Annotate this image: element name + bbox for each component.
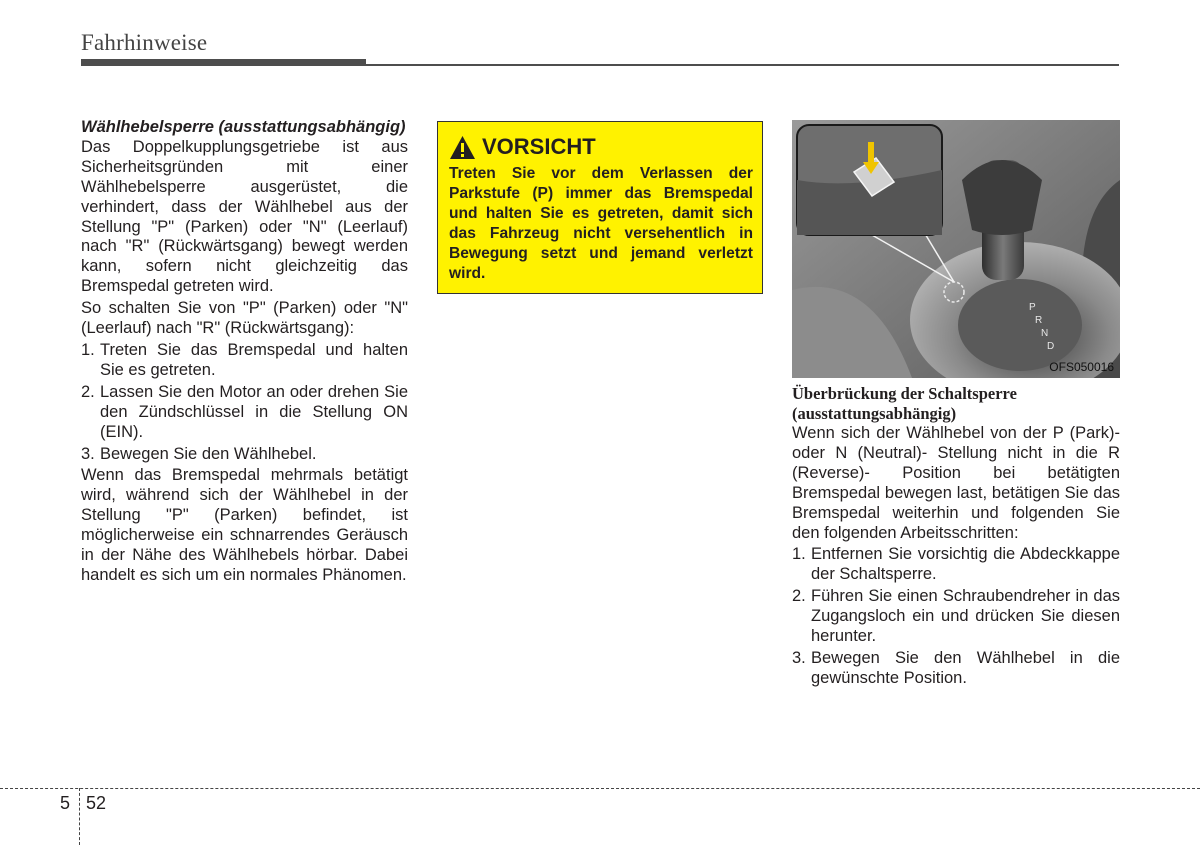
step-text: Bewegen Sie den Wählhebel in die gewünschte Position.	[811, 648, 1120, 687]
shift-instructions-lead: So schalten Sie von "P" (Parken) oder "N" (Leerlauf) nach "R" (Rückwärtsgang):	[81, 299, 408, 338]
shift-steps-list	[81, 341, 408, 464]
step-text: Führen Sie einen Schraubendreher in das Zugangsloch ein und drücken Sie diesen herunter.	[811, 587, 1120, 646]
step-text: Bewegen Sie den Wählhebel.	[100, 444, 317, 463]
gear-letter: P	[1029, 302, 1036, 313]
step-number: 1.	[81, 340, 95, 359]
step-text: Entfernen Sie vorsichtig die Abdeckkappe der Schaltsperre.	[811, 545, 1120, 584]
warning-triangle-icon	[449, 135, 476, 160]
step-number: 2.	[81, 382, 95, 401]
warning-body: Treten Sie vor dem Verlassen der Parkstufe (P) immer das Bremspedal und halten Sie es getreten, damit sich das Fahrzeug nicht versehentlich in Bewegung setzt und jemand verletzt wird.	[449, 165, 753, 282]
list-item	[81, 445, 408, 465]
footer-rule	[0, 788, 1200, 789]
list-item	[81, 383, 408, 443]
chapter-number: 5	[60, 793, 71, 813]
lever-lock-heading: Wählhebelsperre (ausstattungsabhängig)	[81, 118, 406, 136]
list-item	[792, 587, 1120, 647]
step-number: 1.	[792, 545, 806, 564]
left-column	[81, 118, 408, 588]
gear-letter: D	[1047, 341, 1055, 352]
list-item	[81, 341, 408, 381]
header-rule	[366, 64, 1119, 66]
gear-letter: N	[1041, 328, 1049, 339]
step-number: 2.	[792, 587, 806, 606]
step-text: Lassen Sie den Motor an oder drehen Sie den Zündschlüssel in die Stellung ON (EIN).	[100, 382, 408, 441]
override-heading: Überbrückung der Schaltsperre (ausstattungsabhängig)	[792, 384, 1017, 423]
warning-box	[437, 121, 763, 294]
section-title: Fahrhinweise	[81, 30, 208, 55]
list-item	[792, 649, 1120, 689]
page-number: 52	[86, 793, 107, 813]
figure-code: OFS050016	[1049, 360, 1114, 374]
warning-title: VORSICHT	[482, 134, 596, 159]
lever-lock-intro: Das Doppelkupplungsgetriebe ist aus Sicherheitsgründen mit einer Wählhebelsperre ausgerüstet, die verhindert, dass der Wählhebel aus der Stellung "P" (Parken) oder "N" (Leerlauf) nach "R" (Rückwärtsgang) bewegt werden kann, sofern nicht gleichzeitig das Bremspedal getreten wird.	[81, 137, 408, 296]
step-text: Treten Sie das Bremspedal und halten Sie es getreten.	[100, 340, 408, 379]
header-accent-bar	[81, 59, 366, 66]
override-steps-list	[792, 545, 1120, 688]
gear-letter: R	[1035, 315, 1043, 326]
warning-header	[449, 134, 596, 160]
step-number: 3.	[81, 444, 95, 463]
gear-lever-drawing	[792, 120, 1120, 378]
shift-lock-illustration	[792, 120, 1120, 378]
noise-note: Wenn das Bremspedal mehrmals betätigt wird, während sich der Wählhebel in der Stellung "P" (Parken) befindet, ist möglicherweise ein schnarrendes Geräusch in der Nähe des Wählhebels hörbar. Dabei handelt es sich um ein normales Phänomen.	[81, 466, 408, 584]
list-item	[792, 545, 1120, 585]
footer-divider	[79, 788, 80, 845]
step-number: 3.	[792, 648, 806, 667]
right-column	[792, 384, 1120, 691]
override-intro: Wenn sich der Wählhebel von der P (Park)- oder N (Neutral)- Stellung nicht in die R (Reverse)- Position bei betätigten Bremspedal bewegen last, betätigen Sie das Bremspedal weiterhin und folgenden Sie den folgenden Arbeitsschritten:	[792, 424, 1120, 542]
